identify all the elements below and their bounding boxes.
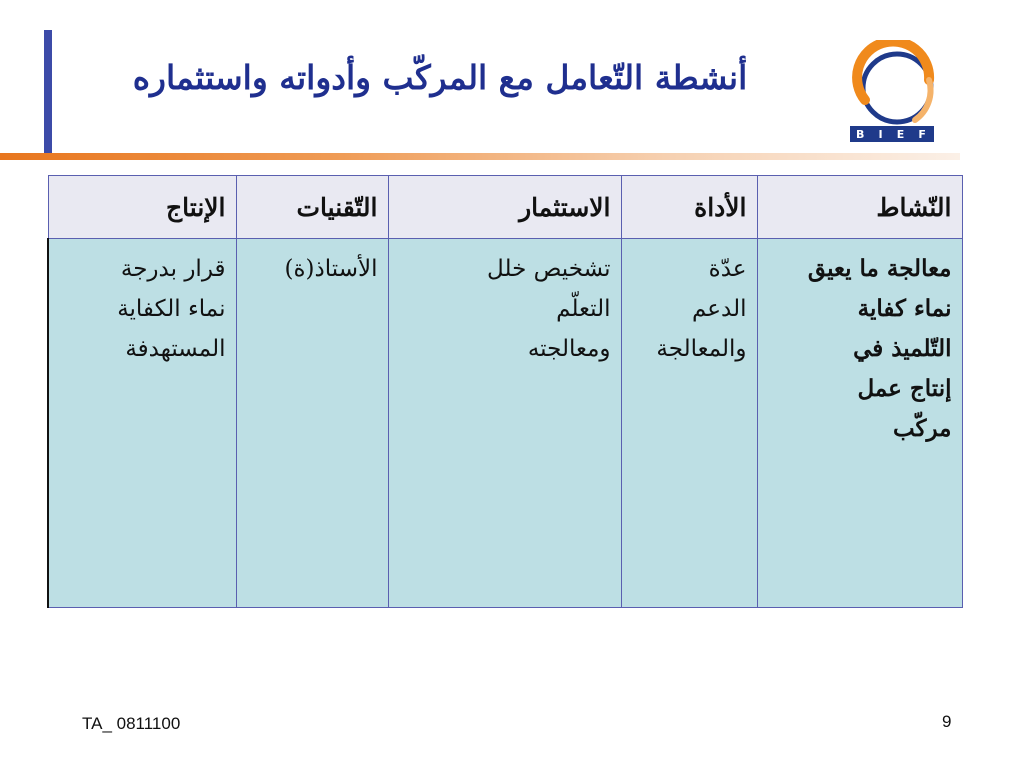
- tool-line: الدعم: [691, 296, 747, 322]
- techniques-line: الأستاذ(ة): [284, 256, 378, 282]
- slide-title: أنشطة التّعامل مع المركّب وأدواته واستثماره: [132, 58, 748, 97]
- production-line: نماء الكفاية: [117, 296, 226, 322]
- exploitation-line: التعلّم: [556, 296, 611, 322]
- activity-line: إنتاج عمل: [857, 375, 952, 402]
- cell-tool: [621, 239, 757, 608]
- tool-line: والمعالجة: [656, 336, 747, 362]
- header-exploitation: الاستثمار: [388, 176, 621, 239]
- activity-line: التّلميذ في: [853, 335, 952, 362]
- activity-line: نماء كفاية: [857, 295, 952, 322]
- exploitation-line: تشخيص خلل: [487, 256, 611, 282]
- cell-production: [48, 239, 236, 608]
- header-techniques: التّقنيات: [236, 176, 388, 239]
- cell-exploitation: [388, 239, 621, 608]
- activities-table: [47, 175, 963, 608]
- logo-letter-b: B: [856, 127, 867, 141]
- production-line: المستهدفة: [125, 336, 226, 362]
- header-production: الإنتاج: [48, 176, 236, 239]
- cell-techniques: [236, 239, 388, 608]
- tool-line: عدّة: [708, 256, 747, 282]
- activity-line: معالجة ما يعيق: [807, 255, 952, 282]
- left-accent-bar: [44, 30, 52, 156]
- logo-letter-e: E: [896, 127, 907, 141]
- production-line: قرار بدرجة: [120, 256, 226, 282]
- page-number: 9: [942, 712, 952, 731]
- header-tool: الأداة: [621, 176, 757, 239]
- table-row: [48, 239, 962, 608]
- header-activity: النّشاط: [757, 176, 962, 239]
- activity-line: مركّب: [892, 415, 952, 442]
- logo-wordmark: [850, 126, 934, 142]
- title-underline: [0, 153, 960, 160]
- footer-code: TA_ 0811100: [82, 714, 181, 733]
- table-header-row: [48, 176, 962, 239]
- logo-letter-f: F: [918, 127, 928, 141]
- logo-letter-i: I: [878, 127, 885, 141]
- cell-activity: [757, 239, 962, 608]
- exploitation-line: ومعالجته: [527, 336, 611, 362]
